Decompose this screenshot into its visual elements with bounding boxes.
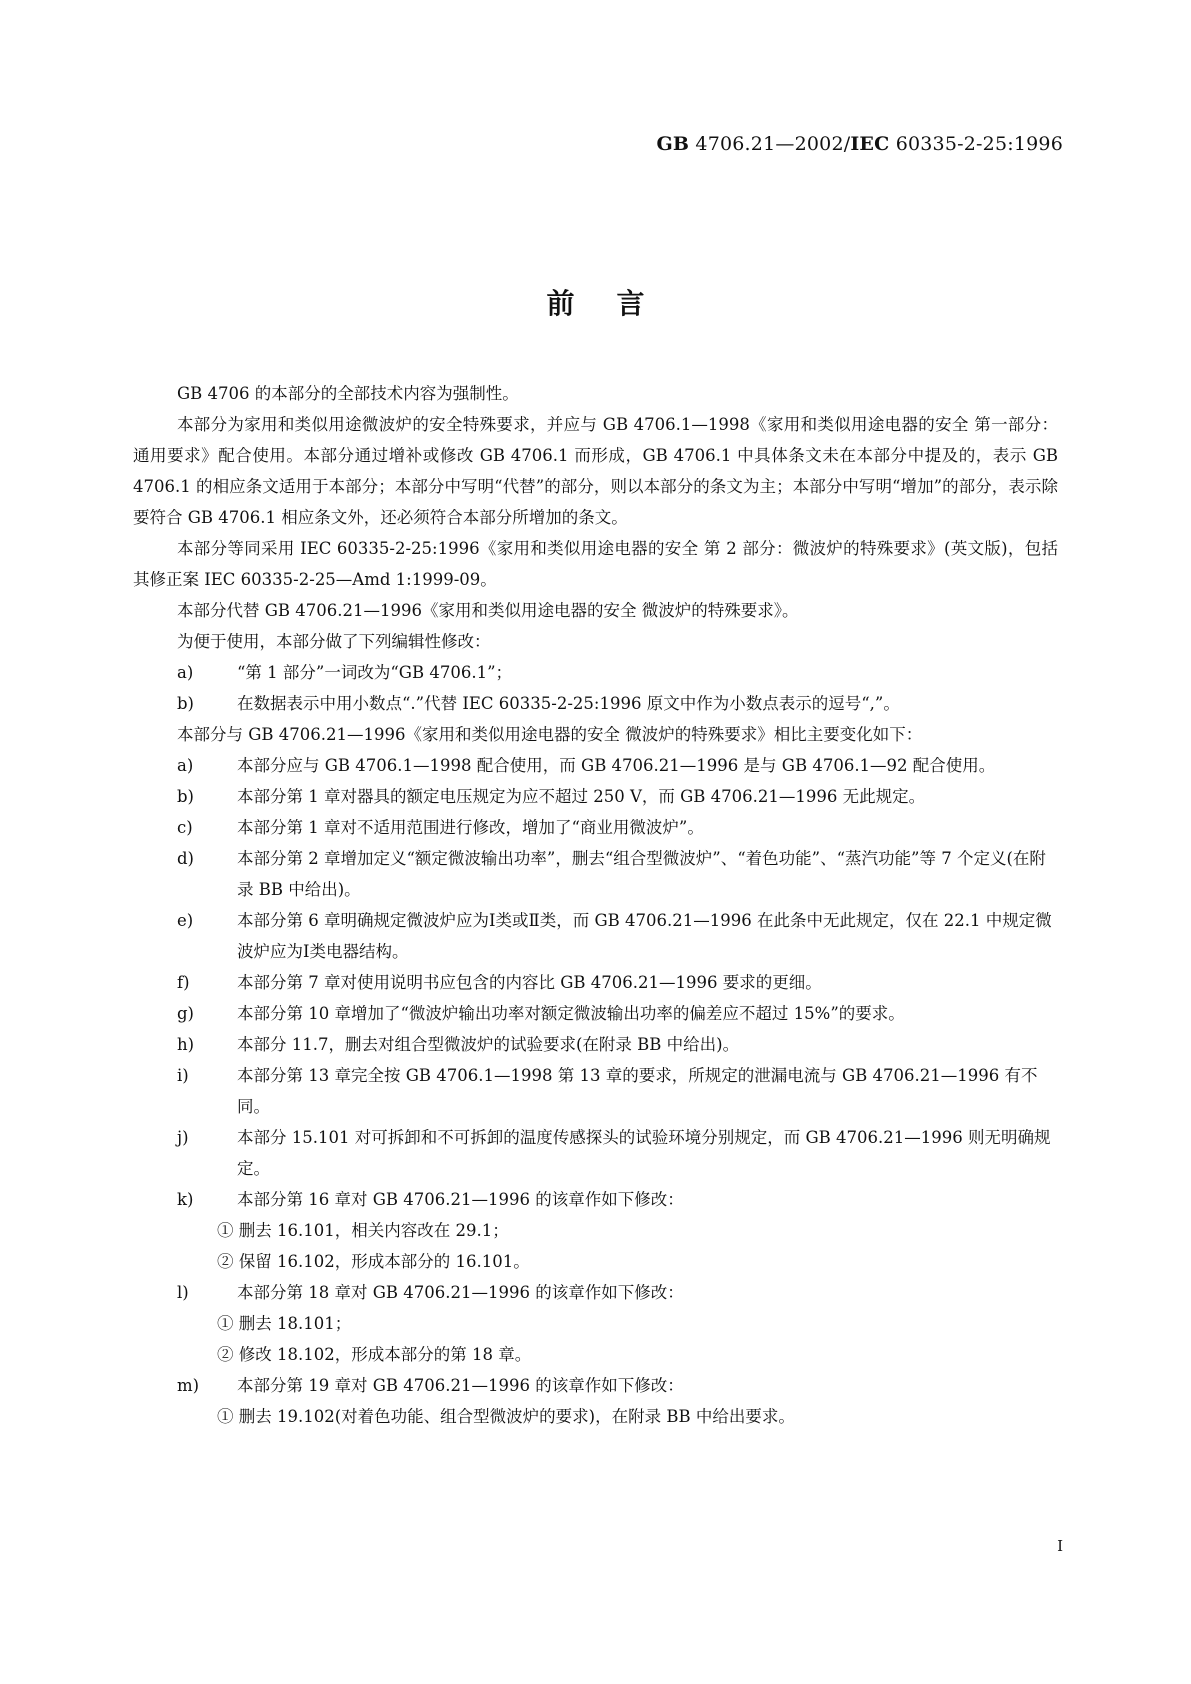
list-item bbox=[133, 967, 1058, 998]
list-text: “第 1 部分”一词改为“GB 4706.1”； bbox=[237, 663, 513, 682]
list-marker: a) bbox=[177, 663, 194, 682]
list-marker: i) bbox=[177, 1066, 189, 1085]
list-item bbox=[133, 905, 1058, 967]
paragraph: 本部分代替 GB 4706.21—1996《家用和类似用途电器的安全 微波炉的特殊要求》。 bbox=[177, 601, 799, 620]
list-item bbox=[133, 812, 1058, 843]
list-item bbox=[133, 657, 1058, 688]
sub-list-item: ① 删去 19.102(对着色功能、组合型微波炉的要求)，在附录 BB 中给出要求。 bbox=[217, 1407, 795, 1426]
list-text: 在数据表示中用小数点“.”代替 IEC 60335-2-25:1996 原文中作为小数点表示的逗号“,”。 bbox=[237, 694, 900, 713]
list-marker: j) bbox=[177, 1128, 189, 1147]
list-item bbox=[133, 781, 1058, 812]
list-item bbox=[133, 843, 1058, 905]
changes-intro: 本部分与 GB 4706.21—1996《家用和类似用途电器的安全 微波炉的特殊要求》相比主要变化如下： bbox=[177, 725, 923, 744]
list-item bbox=[133, 1277, 1058, 1308]
list-text: 本部分 11.7，删去对组合型微波炉的试验要求(在附录 BB 中给出)。 bbox=[237, 1035, 740, 1054]
list-marker: k) bbox=[177, 1190, 194, 1209]
list-marker: h) bbox=[177, 1035, 195, 1054]
list-item bbox=[133, 1029, 1058, 1060]
list-marker: m) bbox=[177, 1376, 200, 1395]
list-item bbox=[133, 750, 1058, 781]
list-text: 本部分第 19 章对 GB 4706.21—1996 的该章作如下修改： bbox=[237, 1376, 684, 1395]
list-marker: c) bbox=[177, 818, 193, 837]
list-marker: g) bbox=[177, 1004, 194, 1023]
list-text: 本部分第 10 章增加了“微波炉输出功率对额定微波输出功率的偏差应不超过 15%”的要求。 bbox=[237, 1004, 905, 1023]
paragraph: 本部分为家用和类似用途微波炉的安全特殊要求，并应与 GB 4706.1—1998《家用和类似用途电器的安全 第一部分：通用要求》配合使用。本部分通过增补或修改 GB 4706.1 而形成，GB 4706.1 中具体条文未在本部分中提及的，表示 GB 4706.1 的相应条文适用于本部分；本部分中写明“代替”的部分，则以本部分的条文为主；本部分中写明“增加”的部分，表示除要符合 GB 4706.1 相应条文外，还必须符合本部分所增加的条文。 bbox=[133, 415, 1058, 527]
list-text: 本部分第 1 章对不适用范围进行修改，增加了“商业用微波炉”。 bbox=[237, 818, 704, 837]
list-text: 本部分第 2 章增加定义“额定微波输出功率”，删去“组合型微波炉”、“着色功能”、“蒸汽功能”等 7 个定义(在附录 BB 中给出)。 bbox=[237, 849, 1046, 899]
sub-list-item: ② 修改 18.102，形成本部分的第 18 章。 bbox=[217, 1345, 532, 1364]
list-text: 本部分第 1 章对器具的额定电压规定为应不超过 250 V，而 GB 4706.21—1996 无此规定。 bbox=[237, 787, 926, 806]
paragraph: 为便于使用，本部分做了下列编辑性修改： bbox=[177, 632, 491, 651]
std-code: 4706.21—2002/ bbox=[695, 133, 851, 155]
list-text: 本部分第 13 章完全按 GB 4706.1—1998 第 13 章的要求，所规定的泄漏电流与 GB 4706.21—1996 有不同。 bbox=[237, 1066, 1038, 1116]
list-item bbox=[133, 1122, 1058, 1184]
list-marker: l) bbox=[177, 1283, 189, 1302]
list-text: 本部分第 16 章对 GB 4706.21—1996 的该章作如下修改： bbox=[237, 1190, 684, 1209]
list-text: 本部分第 6 章明确规定微波炉应为Ⅰ类或Ⅱ类，而 GB 4706.21—1996 在此条中无此规定，仅在 22.1 中规定微波炉应为Ⅰ类电器结构。 bbox=[237, 911, 1052, 961]
foreword-body bbox=[133, 378, 1058, 1432]
edit-list bbox=[133, 657, 1058, 719]
list-item bbox=[133, 1184, 1058, 1215]
page-number: Ⅰ bbox=[1057, 1537, 1063, 1555]
list-text: 本部分应与 GB 4706.1—1998 配合使用，而 GB 4706.21—1996 是与 GB 4706.1—92 配合使用。 bbox=[237, 756, 996, 775]
sub-list-item: ① 删去 16.101，相关内容改在 29.1； bbox=[217, 1221, 509, 1240]
list-marker: d) bbox=[177, 849, 194, 868]
paragraph: 本部分等同采用 IEC 60335-2-25:1996《家用和类似用途电器的安全 第 2 部分：微波炉的特殊要求》(英文版)，包括其修正案 IEC 60335-2-25—Amd 1:1999-09。 bbox=[133, 539, 1058, 589]
sub-list-item: ① 删去 18.101； bbox=[217, 1314, 352, 1333]
list-item bbox=[133, 688, 1058, 719]
list-text: 本部分 15.101 对可拆卸和不可拆卸的温度传感探头的试验环境分别规定，而 GB 4706.21—1996 则无明确规定。 bbox=[237, 1128, 1051, 1178]
list-text: 本部分第 7 章对使用说明书应包含的内容比 GB 4706.21—1996 要求的更细。 bbox=[237, 973, 822, 992]
list-item bbox=[133, 1060, 1058, 1122]
sub-list-item: ② 保留 16.102，形成本部分的 16.101。 bbox=[217, 1252, 530, 1271]
std-iec-code: 60335-2-25:1996 bbox=[895, 133, 1063, 155]
list-marker: a) bbox=[177, 756, 194, 775]
std-iec-prefix: IEC bbox=[850, 133, 890, 155]
std-prefix: GB bbox=[656, 133, 690, 155]
changes-list bbox=[133, 750, 1058, 1432]
list-marker: b) bbox=[177, 694, 194, 713]
paragraph: GB 4706 的本部分的全部技术内容为强制性。 bbox=[177, 384, 519, 403]
standard-number-header bbox=[656, 133, 1063, 155]
list-item bbox=[133, 1370, 1058, 1401]
list-marker: b) bbox=[177, 787, 194, 806]
list-text: 本部分第 18 章对 GB 4706.21—1996 的该章作如下修改： bbox=[237, 1283, 684, 1302]
list-marker: f) bbox=[177, 973, 190, 992]
list-item bbox=[133, 998, 1058, 1029]
list-marker: e) bbox=[177, 911, 194, 930]
page-title: 前言 bbox=[546, 287, 687, 320]
